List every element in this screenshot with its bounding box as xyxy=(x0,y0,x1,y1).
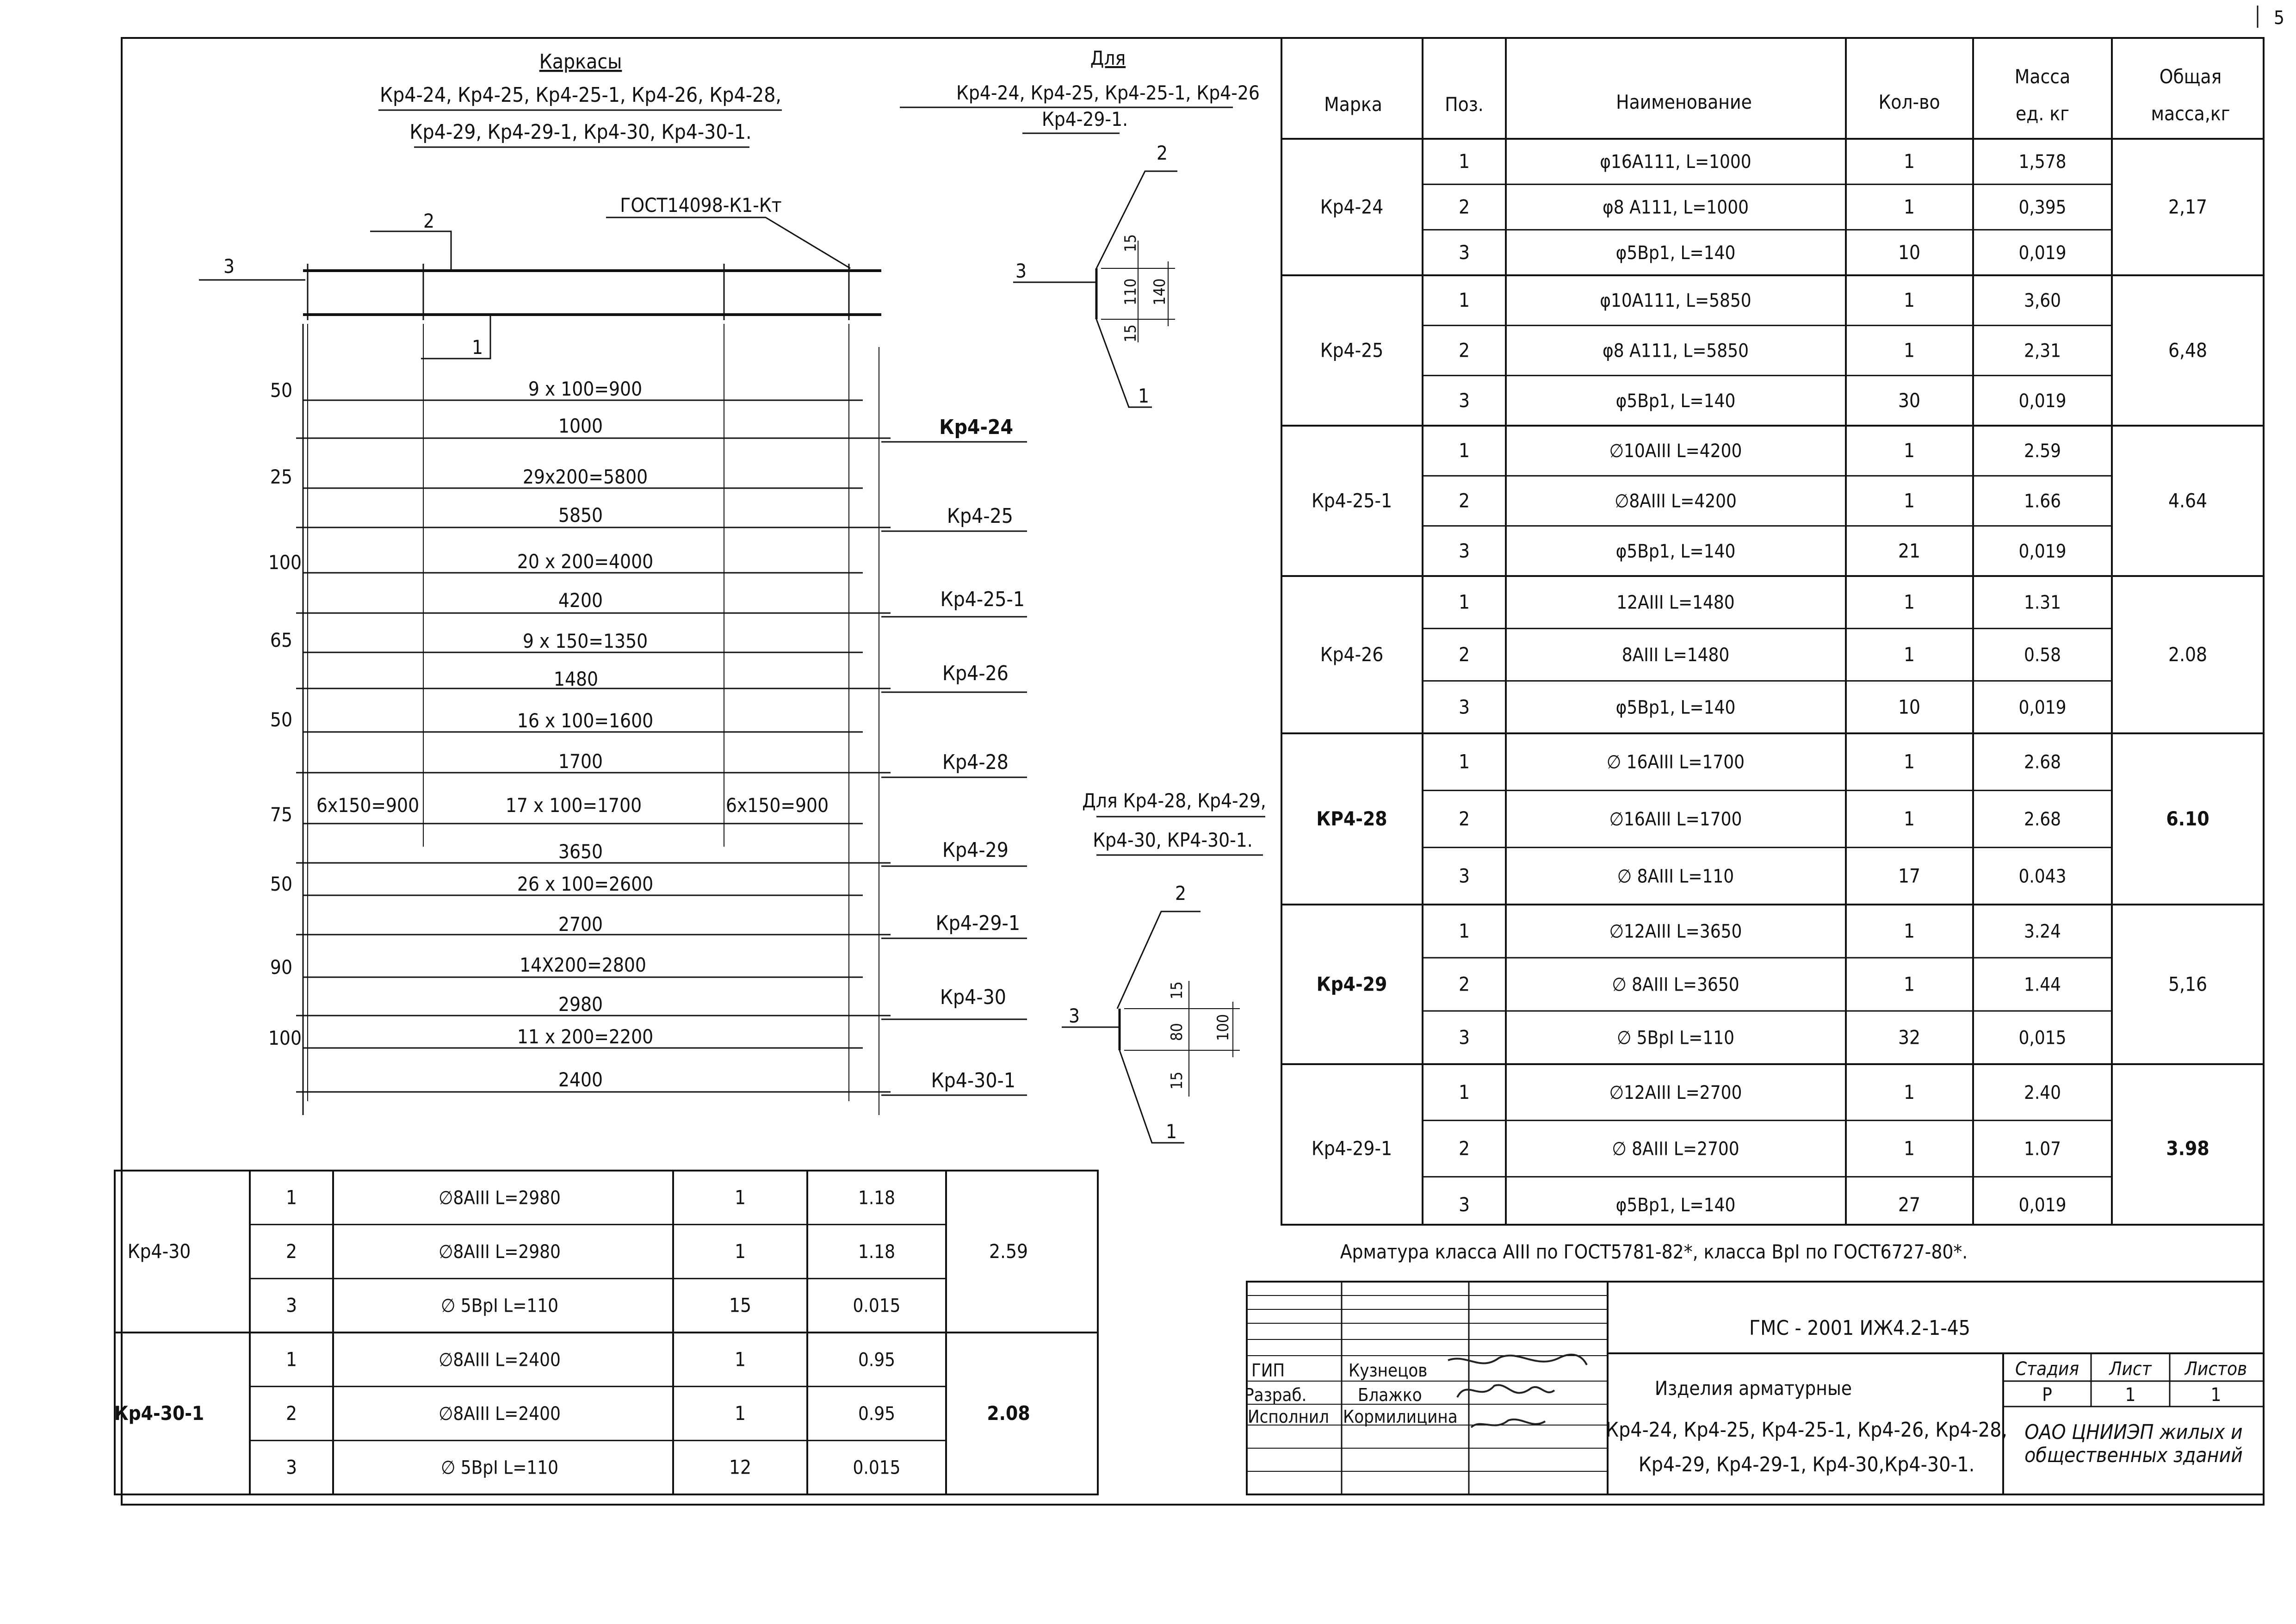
cell-pos: 3 xyxy=(1458,539,1470,562)
dim-row-3 xyxy=(268,550,1027,617)
cell-name: φ5Вр1, L=140 xyxy=(1615,1195,1736,1216)
dim-total: 2980 xyxy=(558,993,603,1016)
section1-callout-3: 3 xyxy=(1015,260,1027,282)
gost-callout: ГОСТ14098-К1-Кт xyxy=(620,194,782,217)
cell-name: ∅8АIII L=2980 xyxy=(439,1241,561,1263)
cell-mass: 1.18 xyxy=(858,1241,896,1263)
cell-qty: 32 xyxy=(1898,1026,1921,1049)
dim-total: 2700 xyxy=(558,913,603,936)
role-executor: Исполнил xyxy=(1248,1407,1329,1427)
group-total-mass: 2.08 xyxy=(987,1402,1030,1425)
cell-mass: 2.68 xyxy=(2024,809,2061,830)
name-gip: Кузнецов xyxy=(1349,1360,1428,1381)
group-total-mass: 5,16 xyxy=(2168,973,2208,996)
dim-edge: 25 xyxy=(270,465,292,488)
cell-pos: 2 xyxy=(1458,807,1470,830)
cell-mass: 1.44 xyxy=(2024,974,2061,996)
cell-qty: 1 xyxy=(1903,439,1915,462)
frame-mark: Кр4-30-1 xyxy=(931,1069,1015,1092)
cell-name: ∅16АIII L=1700 xyxy=(1609,809,1742,830)
table-row xyxy=(1423,790,2112,830)
table-row xyxy=(286,1348,895,1370)
section2-dim-bot: 15 xyxy=(1168,1072,1186,1090)
cell-pos: 1 xyxy=(1458,1080,1470,1103)
dim-spacing: 14Х200=2800 xyxy=(520,954,646,976)
cell-mass: 0,015 xyxy=(2018,1027,2067,1049)
section1-dim-top: 15 xyxy=(1121,234,1140,252)
cell-qty: 1 xyxy=(734,1402,746,1425)
cell-qty: 1 xyxy=(1903,150,1915,173)
cell-qty: 1 xyxy=(1903,919,1915,942)
spec-group xyxy=(1320,150,2207,264)
cell-pos: 3 xyxy=(1458,1193,1470,1216)
organization-2: общественных зданий xyxy=(2024,1444,2243,1467)
table-row xyxy=(250,1440,946,1478)
dim-edge: 65 xyxy=(270,629,292,651)
sheets-label: Листов xyxy=(2185,1358,2247,1380)
drawing-title-2: Кр4-24, Кр4-25, Кр4-25-1, Кр4-26, Кр4-28, xyxy=(380,83,781,107)
dim-total: 2400 xyxy=(558,1068,603,1091)
table-row xyxy=(1423,1177,2112,1216)
header-name: Наименование xyxy=(1616,91,1752,113)
cell-name: ∅10АIII L=4200 xyxy=(1609,440,1742,462)
dim-row-1 xyxy=(270,378,1027,442)
cell-name: φ5Вр1, L=140 xyxy=(1615,540,1736,562)
cell-qty: 30 xyxy=(1898,389,1921,412)
table-row xyxy=(1459,439,2061,462)
cell-pos: 3 xyxy=(1458,241,1470,264)
cell-pos: 3 xyxy=(1458,695,1470,719)
dim-spacing: 9 х 100=900 xyxy=(528,378,643,400)
cell-mass: 1.18 xyxy=(858,1187,896,1209)
cell-pos: 1 xyxy=(1458,289,1470,312)
header-total: Общая xyxy=(2159,65,2222,88)
cell-name: ∅ 8АIII L=110 xyxy=(1617,866,1734,887)
signature-3 xyxy=(1471,1419,1545,1427)
header-pos: Поз. xyxy=(1445,93,1484,116)
spec-group xyxy=(1320,591,2207,719)
cell-name: ∅ 8АIII L=3650 xyxy=(1612,974,1739,996)
stage-label: Стадия xyxy=(2015,1358,2079,1380)
cell-mass: 0.015 xyxy=(853,1457,901,1479)
frame-mark: Кр4-24 xyxy=(939,415,1013,439)
document-code: ГМС - 2001 ИЖ4.2-1-45 xyxy=(1749,1316,1970,1340)
table-row xyxy=(1423,376,2112,412)
table-row xyxy=(1459,750,2061,773)
section1-callout-1: 1 xyxy=(1138,384,1150,407)
table-row xyxy=(1423,325,2112,361)
role-gip: ГИП xyxy=(1251,1360,1285,1381)
callout-2: 2 xyxy=(423,210,435,232)
dim-spacing: 29х200=5800 xyxy=(522,465,648,488)
cell-mass: 0.58 xyxy=(2024,645,2061,666)
table-row xyxy=(1423,1011,2112,1049)
cell-name: φ8 А111, L=5850 xyxy=(1603,340,1749,362)
table-row xyxy=(1459,591,2061,614)
signature-2 xyxy=(1457,1385,1554,1397)
header-mark: Марка xyxy=(1324,93,1382,116)
cell-qty: 10 xyxy=(1898,695,1921,719)
dim-edge: 50 xyxy=(270,873,292,895)
cell-name: ∅ 5ВрI L=110 xyxy=(1616,1027,1735,1049)
section2-callout-1: 1 xyxy=(1166,1120,1177,1143)
frame-mark: Кр4-29 xyxy=(942,838,1009,862)
cell-name: ∅ 5ВрI L=110 xyxy=(440,1295,559,1317)
cell-qty: 15 xyxy=(729,1294,752,1317)
cell-name: ∅8АIII L=2400 xyxy=(439,1403,561,1425)
dim-row-6 xyxy=(270,794,1027,866)
name-executor: Кормилицина xyxy=(1343,1407,1458,1427)
header-mass-unit: ед. кг xyxy=(2015,102,2070,125)
cell-name: ∅12АIII L=2700 xyxy=(1609,1082,1742,1103)
group-total-mass: 2.08 xyxy=(2168,643,2208,666)
section2-dim-top: 15 xyxy=(1168,981,1186,999)
cell-qty: 1 xyxy=(1903,195,1915,218)
cell-mass: 1.66 xyxy=(2024,490,2061,512)
cell-name: ∅8АIII L=4200 xyxy=(1615,490,1737,512)
cell-name: 8АIII L=1480 xyxy=(1621,645,1730,666)
cell-qty: 17 xyxy=(1898,864,1921,887)
dim-edge: 50 xyxy=(270,708,292,731)
frame-mark: Кр4-25-1 xyxy=(940,588,1025,611)
group-total-mass: 2.59 xyxy=(989,1240,1028,1263)
note-text: Арматура класса АIII по ГОСТ5781-82*, класса ВрI по ГОСТ6727-80*. xyxy=(1340,1240,1968,1263)
cell-qty: 27 xyxy=(1898,1193,1921,1216)
table-row xyxy=(1423,526,2112,562)
section1-title-1: Для xyxy=(1090,47,1126,69)
table-row xyxy=(1459,150,2067,173)
group-total-mass: 6,48 xyxy=(2168,339,2208,362)
cell-qty: 12 xyxy=(729,1456,752,1479)
callout-3: 3 xyxy=(223,255,235,278)
table-row xyxy=(1459,289,2061,311)
cell-name: φ8 А111, L=1000 xyxy=(1603,197,1749,218)
section2-title-1: Для Кр4-28, Кр4-29, xyxy=(1082,789,1266,812)
header-total-unit: масса,кг xyxy=(2151,102,2230,125)
section2-dim-mid: 80 xyxy=(1168,1023,1186,1041)
cell-name: φ5Вр1, L=140 xyxy=(1615,390,1736,412)
cell-pos: 3 xyxy=(1458,864,1470,887)
cell-mass: 1.31 xyxy=(2024,592,2061,614)
table-row xyxy=(1423,681,2112,719)
cell-mass: 0,019 xyxy=(2018,697,2067,719)
dim-edge: 75 xyxy=(270,803,292,826)
cell-pos: 1 xyxy=(1458,590,1470,614)
cell-mass: 0.95 xyxy=(858,1349,896,1371)
group-mark: Кр4-24 xyxy=(1320,195,1384,218)
cell-name: φ16А111, L=1000 xyxy=(1600,151,1751,173)
section1-dim-mid: 110 xyxy=(1121,278,1140,305)
organization-1: ОАО ЦНИИЭП жилых и xyxy=(2024,1420,2243,1444)
dim-spacing: 11 х 200=2200 xyxy=(517,1025,654,1048)
frame-mark: Кр4-30 xyxy=(940,986,1006,1009)
cell-pos: 2 xyxy=(1458,339,1470,362)
cell-pos: 2 xyxy=(1458,973,1470,996)
cell-pos: 1 xyxy=(1458,150,1470,173)
cell-qty: 1 xyxy=(1903,973,1915,996)
lower-table xyxy=(114,1171,1098,1494)
spec-group xyxy=(1312,1081,2209,1216)
product-title: Изделия арматурные xyxy=(1654,1377,1852,1400)
section2-callout-2: 2 xyxy=(1175,882,1187,905)
section1-dim-bot: 15 xyxy=(1121,324,1140,342)
section1-dim-total: 140 xyxy=(1151,278,1169,305)
dim-total: 1000 xyxy=(558,415,603,437)
table-row xyxy=(1459,920,2061,942)
group-mark: Кр4-29-1 xyxy=(1311,1137,1392,1160)
header-mass: Масса xyxy=(2014,65,2071,88)
sheets-value: 1 xyxy=(2210,1384,2222,1406)
group-mark: Кр4-29 xyxy=(1316,973,1387,996)
cell-name: φ10А111, L=5850 xyxy=(1600,290,1751,312)
dim-spacing: 17 х 100=1700 xyxy=(505,794,642,817)
cell-qty: 1 xyxy=(1903,489,1915,512)
frame-mark: Кр4-29-1 xyxy=(935,911,1020,935)
role-developer: Разраб. xyxy=(1244,1385,1307,1405)
cell-mass: 0,395 xyxy=(2018,197,2067,218)
dim-edge: 90 xyxy=(270,956,292,979)
cell-pos: 2 xyxy=(285,1402,297,1425)
dim-total: 3650 xyxy=(558,840,603,863)
cell-mass: 2.40 xyxy=(2024,1082,2061,1103)
header-qty: Кол-во xyxy=(1878,91,1940,113)
cell-pos: 3 xyxy=(285,1294,297,1317)
cell-name: φ5Вр1, L=140 xyxy=(1615,697,1736,719)
stage-value: Р xyxy=(2042,1384,2052,1406)
dim-total: 1700 xyxy=(558,750,603,773)
cell-pos: 1 xyxy=(1458,750,1470,773)
callout-1: 1 xyxy=(472,336,483,359)
table-row xyxy=(1423,848,2112,887)
group-mark: Кр4-30-1 xyxy=(114,1402,204,1425)
table-row xyxy=(1423,958,2112,996)
group-total-mass: 2,17 xyxy=(2168,195,2208,218)
cell-pos: 3 xyxy=(1458,389,1470,412)
cell-mass: 2.59 xyxy=(2024,440,2061,462)
section1-callout-2: 2 xyxy=(1157,142,1168,164)
cell-name: ∅ 8АIII L=2700 xyxy=(1612,1138,1739,1160)
sheet-value: 1 xyxy=(2125,1384,2136,1406)
cell-qty: 21 xyxy=(1898,539,1921,562)
cross-section-1 xyxy=(900,47,1260,407)
drawing-title-1: Каркасы xyxy=(539,50,622,74)
cross-section-2 xyxy=(1062,789,1266,1143)
cell-qty: 1 xyxy=(1903,807,1915,830)
cell-name: ∅ 16АIII L=1700 xyxy=(1606,751,1745,773)
cell-pos: 1 xyxy=(285,1186,297,1209)
dim-row-5 xyxy=(270,708,1027,777)
group-mark: Кр4-30 xyxy=(127,1240,191,1263)
cell-mass: 2,31 xyxy=(2024,340,2061,362)
drawing-area xyxy=(199,47,1266,1143)
frame-mark: Кр4-25 xyxy=(947,504,1013,528)
table-row xyxy=(1423,628,2112,666)
cell-mass: 0.015 xyxy=(853,1295,901,1317)
group-total-mass: 3.98 xyxy=(2166,1137,2209,1160)
cell-mass: 0,019 xyxy=(2018,390,2067,412)
cell-pos: 1 xyxy=(1458,439,1470,462)
cell-qty: 1 xyxy=(1903,643,1915,666)
cell-mass: 0.95 xyxy=(858,1403,896,1425)
dim-edge: 100 xyxy=(268,551,302,574)
drawing-title-3: Кр4-29, Кр4-29-1, Кр4-30, Кр4-30-1. xyxy=(409,120,752,144)
cell-mass: 0.043 xyxy=(2018,866,2067,887)
cell-name: φ5Вр1, L=140 xyxy=(1615,242,1736,264)
cell-qty: 1 xyxy=(734,1186,746,1209)
dim-spacing-right: 6х150=900 xyxy=(725,794,829,817)
spec-group xyxy=(1312,439,2207,562)
dim-total: 5850 xyxy=(558,504,603,527)
cell-qty: 1 xyxy=(734,1348,746,1371)
dim-row-8 xyxy=(270,954,1027,1019)
spec-group xyxy=(1320,289,2207,412)
table-row xyxy=(1423,476,2112,512)
group-total-mass: 4.64 xyxy=(2168,489,2208,512)
dim-row-4 xyxy=(270,629,1027,692)
table-row xyxy=(1459,1081,2061,1103)
dim-row-2 xyxy=(270,465,1027,531)
section2-title-2: Кр4-30, КР4-30-1. xyxy=(1093,829,1253,851)
cell-qty: 1 xyxy=(1903,339,1915,362)
dim-total: 4200 xyxy=(558,589,603,612)
product-marks-2: Кр4-29, Кр4-29-1, Кр4-30,Кр4-30-1. xyxy=(1638,1453,1975,1476)
dim-spacing: 9 х 150=1350 xyxy=(522,630,648,652)
table-row xyxy=(250,1387,946,1425)
cell-mass: 2.68 xyxy=(2024,751,2061,773)
spec-group xyxy=(1317,920,2207,1049)
cell-name: ∅8АIII L=2980 xyxy=(439,1187,561,1209)
spec-group xyxy=(1316,750,2209,887)
cell-qty: 1 xyxy=(1903,289,1915,312)
table-row xyxy=(250,1225,946,1263)
cell-mass: 3.24 xyxy=(2024,921,2061,942)
dim-spacing-left: 6х150=900 xyxy=(316,794,420,817)
cell-qty: 10 xyxy=(1898,241,1921,264)
cell-pos: 2 xyxy=(285,1240,297,1263)
frame-mark: Кр4-28 xyxy=(942,750,1009,774)
table-row xyxy=(1423,184,2112,218)
cell-pos: 2 xyxy=(1458,1137,1470,1160)
spec-table xyxy=(1281,38,2264,1225)
dim-spacing: 16 х 100=1600 xyxy=(517,709,654,732)
cell-mass: 0,019 xyxy=(2018,540,2067,562)
title-block xyxy=(1244,1282,2264,1494)
dim-edge: 100 xyxy=(268,1027,302,1049)
cell-qty: 1 xyxy=(1903,1137,1915,1160)
frame-mark: Кр4-26 xyxy=(942,662,1009,685)
cell-mass: 1,578 xyxy=(2018,151,2067,173)
bar-elevation xyxy=(199,210,881,1115)
cell-pos: 2 xyxy=(1458,643,1470,666)
cell-name: ∅ 5ВрI L=110 xyxy=(440,1457,559,1479)
cell-qty: 1 xyxy=(1903,590,1915,614)
cell-qty: 1 xyxy=(1903,750,1915,773)
product-marks-1: Кр4-24, Кр4-25, Кр4-25-1, Кр4-26, Кр4-28, xyxy=(1606,1418,2007,1442)
cell-pos: 3 xyxy=(285,1456,297,1479)
cell-pos: 1 xyxy=(285,1348,297,1371)
section1-title-2: Кр4-24, Кр4-25, Кр4-25-1, Кр4-26 xyxy=(956,81,1260,104)
cell-mass: 0,019 xyxy=(2018,1195,2067,1216)
cell-mass: 0,019 xyxy=(2018,242,2067,264)
dim-spacing: 26 х 100=2600 xyxy=(517,873,654,895)
table-row xyxy=(250,1278,946,1316)
table-row xyxy=(286,1186,895,1209)
group-mark: Кр4-25 xyxy=(1320,339,1384,362)
page-number: 5 xyxy=(2274,7,2284,29)
section1-title-3: Кр4-29-1. xyxy=(1041,108,1128,130)
cell-mass: 3,60 xyxy=(2024,290,2061,312)
cell-qty: 1 xyxy=(1903,1080,1915,1103)
group-mark: КР4-28 xyxy=(1316,807,1387,830)
section2-callout-3: 3 xyxy=(1069,1004,1080,1027)
cell-qty: 1 xyxy=(734,1240,746,1263)
section2-dim-total: 100 xyxy=(1214,1014,1232,1041)
sheet-label: Лист xyxy=(2109,1358,2152,1380)
name-developer: Блажко xyxy=(1358,1385,1422,1405)
dim-spacing: 20 х 200=4000 xyxy=(517,550,654,573)
group-mark: Кр4-25-1 xyxy=(1311,489,1392,512)
group-mark: Кр4-26 xyxy=(1320,643,1384,666)
dim-total: 1480 xyxy=(553,668,599,690)
spec-group xyxy=(114,1348,1030,1478)
group-total-mass: 6.10 xyxy=(2166,807,2209,830)
dim-row-7 xyxy=(270,873,1027,938)
cell-name: 12АIII L=1480 xyxy=(1616,592,1735,614)
cell-pos: 1 xyxy=(1458,919,1470,942)
cell-name: ∅8АIII L=2400 xyxy=(439,1349,561,1371)
table-row xyxy=(1423,1121,2112,1160)
cell-mass: 1.07 xyxy=(2024,1138,2061,1160)
dim-row-9 xyxy=(268,1025,1027,1095)
cell-pos: 2 xyxy=(1458,489,1470,512)
dim-edge: 50 xyxy=(270,379,292,402)
cell-pos: 3 xyxy=(1458,1026,1470,1049)
cell-pos: 2 xyxy=(1458,195,1470,218)
cell-name: ∅12АIII L=3650 xyxy=(1609,921,1742,942)
spec-group xyxy=(128,1186,1028,1316)
table-row xyxy=(1423,230,2112,264)
